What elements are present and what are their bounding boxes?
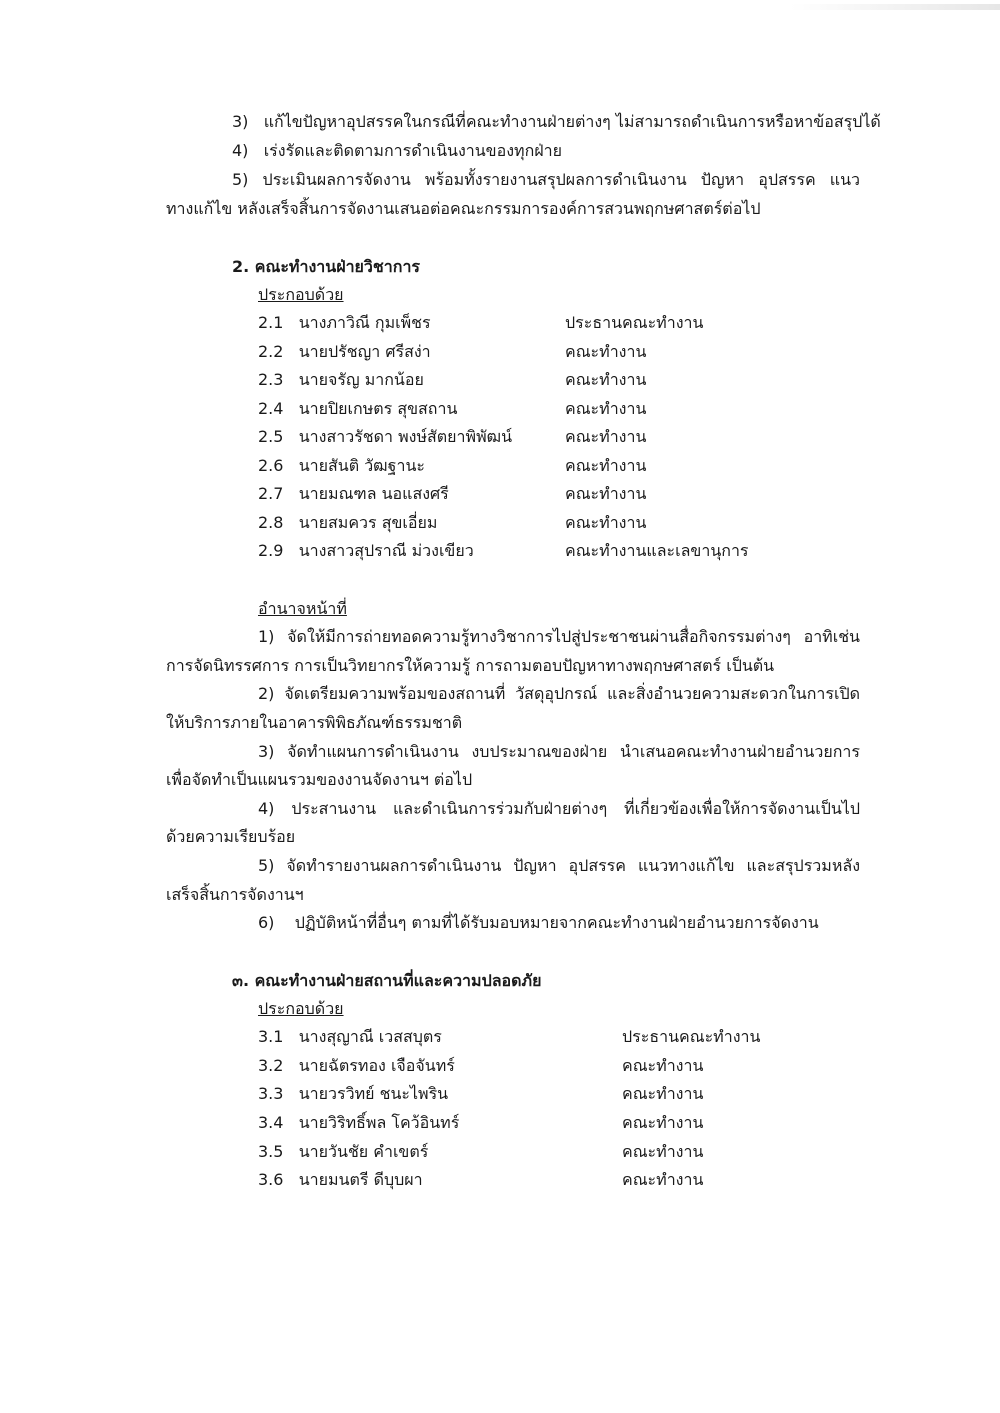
member-name: นายจรัญ มากน้อย bbox=[298, 370, 424, 389]
s1-item-3-num: 3) bbox=[232, 112, 249, 131]
duty-num: 5) bbox=[258, 856, 275, 875]
s1-item-4 bbox=[232, 140, 562, 162]
member-role: คณะทำงาน bbox=[565, 484, 647, 503]
member-num: 2.1 bbox=[258, 313, 284, 332]
member-num: 3.6 bbox=[258, 1170, 284, 1189]
s3-member-row bbox=[258, 1026, 442, 1048]
s2-members-heading: ประกอบด้วย bbox=[258, 285, 344, 304]
s2-member-row bbox=[258, 398, 457, 420]
s2-duties-heading: อำนาจหน้าที่ bbox=[258, 599, 347, 618]
member-num: 2.7 bbox=[258, 484, 284, 503]
member-role: คณะทำงาน bbox=[565, 427, 647, 446]
member-role: คณะทำงาน bbox=[622, 1170, 704, 1189]
s1-item-5-line2: ทางแก้ไข หลังเสร็จสิ้นการจัดงานเสนอต่อคณะกรรมการองค์การสวนพฤกษศาสตร์ต่อไป bbox=[166, 199, 761, 218]
member-role: คณะทำงาน bbox=[565, 370, 647, 389]
s2-member-row bbox=[258, 312, 431, 334]
member-role: คณะทำงาน bbox=[565, 513, 647, 532]
member-name: นายปิยเกษตร สุขสถาน bbox=[298, 399, 458, 418]
member-role: คณะทำงาน bbox=[622, 1113, 704, 1132]
s1-item-3 bbox=[232, 111, 881, 133]
member-num: 3.2 bbox=[258, 1056, 284, 1075]
member-role: ประธานคณะทำงาน bbox=[565, 313, 704, 332]
s3-member-row bbox=[258, 1112, 459, 1134]
s2-duty-1-line1 bbox=[258, 626, 860, 648]
s2-member-row bbox=[258, 426, 512, 448]
member-role: คณะทำงาน bbox=[622, 1056, 704, 1075]
s1-item-3-text: แก้ไขปัญหาอุปสรรคในกรณีที่คณะทำงานฝ่ายต่างๆ ไม่สามารถดำเนินการหรือหาข้อสรุปได้ bbox=[263, 112, 881, 131]
s2-member-row bbox=[258, 369, 424, 391]
duty-num: 6) bbox=[258, 913, 275, 932]
member-name: นางสุญาณี เวสสบุตร bbox=[298, 1027, 442, 1046]
s3-members-heading: ประกอบด้วย bbox=[258, 999, 344, 1018]
member-name: นางภาวิณี กุมเพ็ชร bbox=[298, 313, 431, 332]
s3-member-row bbox=[258, 1083, 448, 1105]
member-name: นางสาวรัชดา พงษ์สัตยาพิพัฒน์ bbox=[298, 427, 513, 446]
member-role: คณะทำงาน bbox=[622, 1084, 704, 1103]
member-name: นายสันติ วัฒฐานะ bbox=[298, 456, 425, 475]
s1-item-4-num: 4) bbox=[232, 141, 249, 160]
s2-duty-3-line2: เพื่อจัดทำเป็นแผนรวมของงานจัดงานฯ ต่อไป bbox=[166, 770, 473, 789]
member-name: นายวรวิทย์ ชนะไพริน bbox=[298, 1084, 449, 1103]
member-num: 3.5 bbox=[258, 1142, 284, 1161]
s2-member-row bbox=[258, 455, 425, 477]
member-name: นายมนตรี ดีบุบผา bbox=[298, 1170, 423, 1189]
member-name: นายสมควร สุขเอี่ยม bbox=[298, 513, 438, 532]
member-role: คณะทำงานและเลขานุการ bbox=[565, 541, 749, 560]
member-num: 3.3 bbox=[258, 1084, 284, 1103]
member-num: 2.5 bbox=[258, 427, 284, 446]
member-num: 2.9 bbox=[258, 541, 284, 560]
s1-item-5-num: 5) bbox=[232, 170, 249, 189]
member-name: นายฉัตรทอง เจือจันทร์ bbox=[298, 1056, 455, 1075]
s2-duty-3-line1 bbox=[258, 741, 860, 763]
member-num: 2.4 bbox=[258, 399, 284, 418]
duty-num: 1) bbox=[258, 627, 275, 646]
member-num: 2.2 bbox=[258, 342, 284, 361]
s2-duty-2-line2: ให้บริการภายในอาคารพิพิธภัณฑ์ธรรมชาติ bbox=[166, 713, 463, 732]
member-role: คณะทำงาน bbox=[622, 1142, 704, 1161]
s1-item-5-line1 bbox=[232, 169, 860, 191]
member-name: นายปรัชญา ศรีสง่า bbox=[298, 342, 431, 361]
s3-member-row bbox=[258, 1141, 428, 1163]
s3-title: ๓. คณะทำงานฝ่ายสถานที่และความปลอดภัย bbox=[232, 971, 542, 990]
scan-edge-mark bbox=[790, 4, 1000, 10]
s2-duty-1-line2: การจัดนิทรรศการ การเป็นวิทยากรให้ความรู้ การถามตอบปัญหาทางพฤกษศาสตร์ เป็นต้น bbox=[166, 656, 775, 675]
member-role: คณะทำงาน bbox=[565, 342, 647, 361]
member-role: คณะทำงาน bbox=[565, 456, 647, 475]
duty-num: 2) bbox=[258, 684, 275, 703]
member-num: 3.4 bbox=[258, 1113, 284, 1132]
s1-item-5-text1: ประเมินผลการจัดงาน พร้อมทั้งรายงานสรุปผลการดำเนินงาน ปัญหา อุปสรรค แนว bbox=[262, 170, 860, 189]
duty-text: จัดให้มีการถ่ายทอดความรู้ทางวิชาการไปสู่ประชาชนผ่านสื่อกิจกรรมต่างๆ อาทิเช่น bbox=[287, 627, 860, 646]
duty-text: ปฏิบัติหน้าที่อื่นๆ ตามที่ได้รับมอบหมายจากคณะทำงานฝ่ายอำนวยการจัดงาน bbox=[294, 913, 819, 932]
s2-member-row bbox=[258, 483, 449, 505]
member-num: 2.8 bbox=[258, 513, 284, 532]
s2-duty-6-line1 bbox=[258, 912, 819, 934]
member-name: นายมณฑล นอแสงศรี bbox=[298, 484, 449, 503]
duty-num: 3) bbox=[258, 742, 275, 761]
member-name: นายวิริทธิ์พล โคว้อินทร์ bbox=[298, 1113, 460, 1132]
s2-duty-4-line2: ด้วยความเรียบร้อย bbox=[166, 827, 296, 846]
duty-text: จัดทำรายงานผลการดำเนินงาน ปัญหา อุปสรรค แนวทางแก้ไข และสรุปรวมหลัง bbox=[286, 856, 861, 875]
s2-duty-5-line2: เสร็จสิ้นการจัดงานฯ bbox=[166, 885, 304, 904]
duty-text: จัดเตรียมความพร้อมของสถานที่ วัสดุอุปกรณ์ และสิ่งอำนวยความสะดวกในการเปิด bbox=[284, 684, 860, 703]
s3-member-row bbox=[258, 1169, 423, 1191]
member-name: นางสาวสุปราณี ม่วงเขียว bbox=[298, 541, 474, 560]
s3-member-row bbox=[258, 1055, 455, 1077]
member-role: คณะทำงาน bbox=[565, 399, 647, 418]
duty-text: ประสานงาน และดำเนินการร่วมกับฝ่ายต่างๆ ที่เกี่ยวข้องเพื่อให้การจัดงานเป็นไป bbox=[291, 799, 860, 818]
s2-member-row bbox=[258, 540, 474, 562]
s1-item-4-text: เร่งรัดและติดตามการดำเนินงานของทุกฝ่าย bbox=[263, 141, 563, 160]
duty-num: 4) bbox=[258, 799, 275, 818]
s2-title: 2. คณะทำงานฝ่ายวิชาการ bbox=[232, 257, 421, 276]
member-name: นายวันชัย คำเขตร์ bbox=[298, 1142, 429, 1161]
member-num: 3.1 bbox=[258, 1027, 284, 1046]
s2-duty-5-line1 bbox=[258, 855, 860, 877]
member-role: ประธานคณะทำงาน bbox=[622, 1027, 761, 1046]
s2-duty-4-line1 bbox=[258, 798, 860, 820]
s2-member-row bbox=[258, 512, 437, 534]
member-num: 2.3 bbox=[258, 370, 284, 389]
duty-text: จัดทำแผนการดำเนินงาน งบประมาณของฝ่าย นำเสนอคณะทำงานฝ่ายอำนวยการ bbox=[287, 742, 860, 761]
s2-duty-2-line1 bbox=[258, 683, 860, 705]
member-num: 2.6 bbox=[258, 456, 284, 475]
s2-member-row bbox=[258, 341, 431, 363]
